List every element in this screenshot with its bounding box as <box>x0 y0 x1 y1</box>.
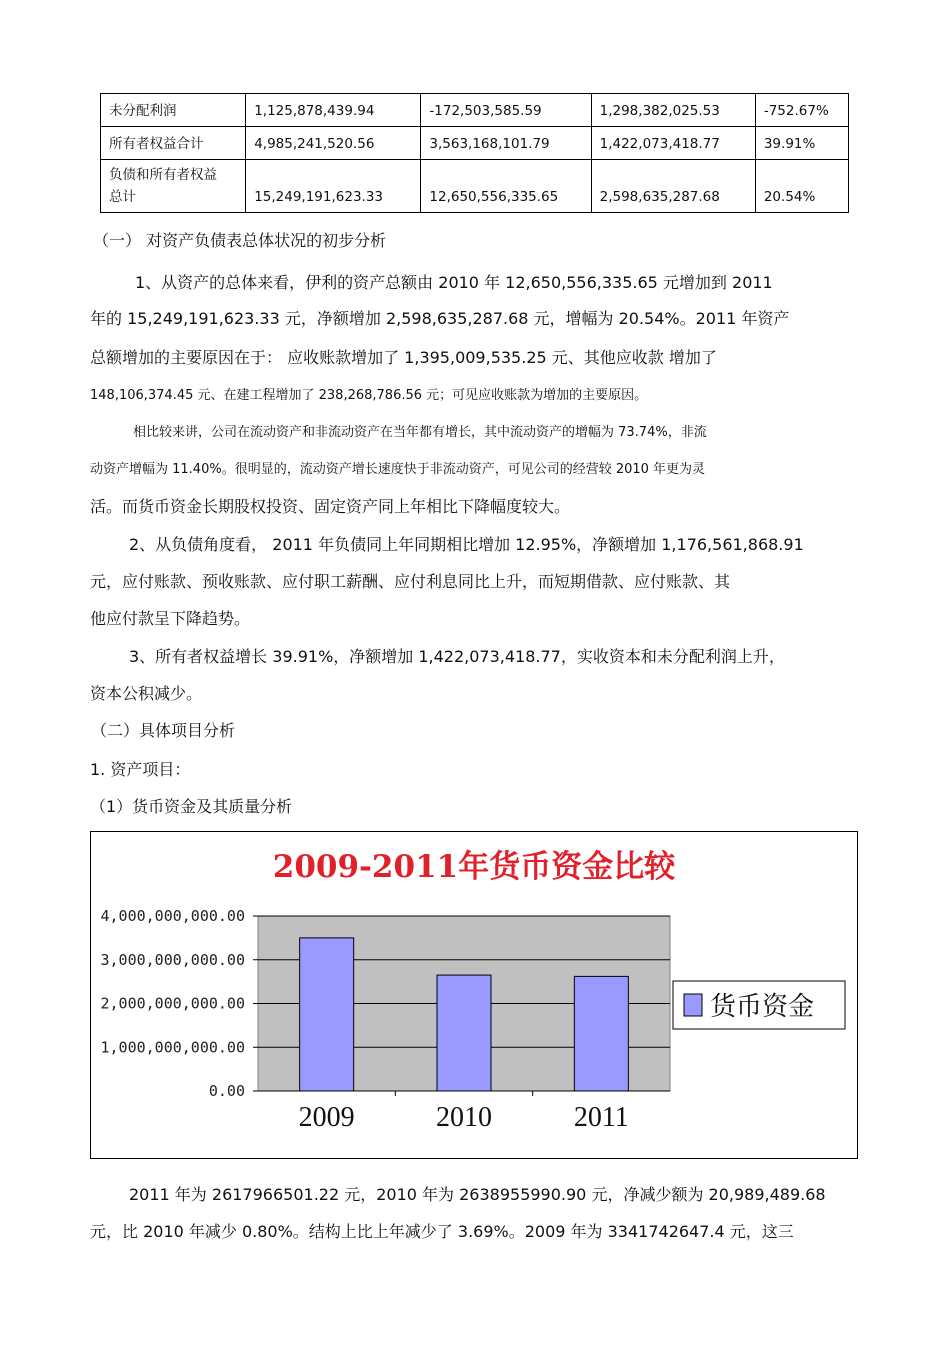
row-label-cell <box>101 160 246 213</box>
legend-swatch <box>684 994 702 1016</box>
bar-2011 <box>574 976 628 1091</box>
x-tick-label: 2009 <box>298 1102 355 1133</box>
bar-2010 <box>437 975 491 1091</box>
y-tick-label: 3,000,000,000.00 <box>100 950 245 969</box>
paragraph-line: 元，比 2010 年减少 0.80%。结构上比上年减少了 3.69%。2009 年为 3341742647.4 元，这三 <box>90 1222 794 1241</box>
paragraph-line: 148,106,374.45 元、在建工程增加了 238,268,786.56 元；可见应收账款为增加的主要原因。 <box>90 388 648 403</box>
section-heading-4: （1）货币资金及其质量分析 <box>90 797 293 816</box>
cell-value: -172,503,585.59 <box>421 94 591 127</box>
cell-percent: 39.91% <box>755 127 848 160</box>
legend-label: 货币资金 <box>710 992 815 1022</box>
cell-value: 1,422,073,418.77 <box>591 127 755 160</box>
cell-value: 1,298,382,025.53 <box>591 94 755 127</box>
x-tick-label: 2010 <box>436 1102 492 1133</box>
table-row <box>101 94 849 127</box>
chart-svg <box>91 832 857 1158</box>
cell-value: 15,249,191,623.33 <box>246 160 421 213</box>
paragraph-line: 他应付款呈下降趋势。 <box>90 609 251 628</box>
paragraph-line: 年的 15,249,191,623.33 元，净额增加 2,598,635,287.68 元，增幅为 20.54%。2011 年资产 <box>90 309 790 328</box>
paragraph-line: 资本公积减少。 <box>90 684 203 703</box>
cell-value: 4,985,241,520.56 <box>246 127 421 160</box>
y-tick-label: 2,000,000,000.00 <box>100 994 245 1013</box>
chart-title: 2009-2011年货币资金比较 <box>272 849 676 885</box>
paragraph-line: 1、从资产的总体来看，伊利的资产总额由 2010 年 12,650,556,335.65 元增加到 2011 <box>135 273 773 292</box>
paragraph-line: 2011 年为 2617966501.22 元，2010 年为 2638955990.90 元，净减少额为 20,989,489.68 <box>129 1185 826 1204</box>
paragraph-line: 2、从负债角度看， 2011 年负债同上年同期相比增加 12.95%，净额增加 1,176,561,868.91 <box>129 535 804 554</box>
paragraph-line: 动资产增幅为 11.40%。很明显的，流动资产增长速度快于非流动资产，可见公司的经营较 2010 年更为灵 <box>90 462 706 477</box>
cell-percent: -752.67% <box>755 94 848 127</box>
section-heading-2: （二）具体项目分析 <box>91 721 236 740</box>
paragraph-line: 相比较来讲，公司在流动资产和非流动资产在当年都有增长，其中流动资产的增幅为 73.74%，非流 <box>133 425 707 440</box>
section-heading-1: （一） 对资产负债表总体状况的初步分析 <box>93 231 387 250</box>
cell-percent: 20.54% <box>755 160 848 213</box>
section-heading-3: 1. 资产项目： <box>90 760 191 779</box>
paragraph-line: 元，应付账款、预收账款、应付职工薪酬、应付利息同比上升，而短期借款、应付账款、其 <box>90 572 731 591</box>
cell-value: 2,598,635,287.68 <box>591 160 755 213</box>
cell-value: 1,125,878,439.94 <box>246 94 421 127</box>
row-label: 未分配利润 <box>101 94 246 127</box>
table-row <box>101 160 849 213</box>
x-tick-label: 2011 <box>573 1102 629 1133</box>
paragraph-line: 3、所有者权益增长 39.91%，净额增加 1,422,073,418.77，实收资本和未分配利润上升， <box>129 647 785 666</box>
table-row <box>101 127 849 160</box>
paragraph-line: 活。而货币资金长期股权投资、固定资产同上年相比下降幅度较大。 <box>90 497 571 516</box>
y-tick-label: 1,000,000,000.00 <box>100 1038 245 1057</box>
y-tick-label: 0.00 <box>208 1082 245 1100</box>
row-label: 所有者权益合计 <box>101 127 246 160</box>
paragraph-line: 总额增加的主要原因在于： 应收账款增加了 1,395,009,535.25 元、其他应收款 增加了 <box>90 348 717 367</box>
cell-value: 3,563,168,101.79 <box>421 127 591 160</box>
cell-value: 12,650,556,335.65 <box>421 160 591 213</box>
bar-2009 <box>300 938 354 1091</box>
cash-chart <box>90 831 858 1159</box>
y-tick-label: 4,000,000,000.00 <box>100 907 245 925</box>
row-label: 负债和所有者权益总计 <box>109 167 217 205</box>
balance-sheet-table <box>100 93 849 213</box>
